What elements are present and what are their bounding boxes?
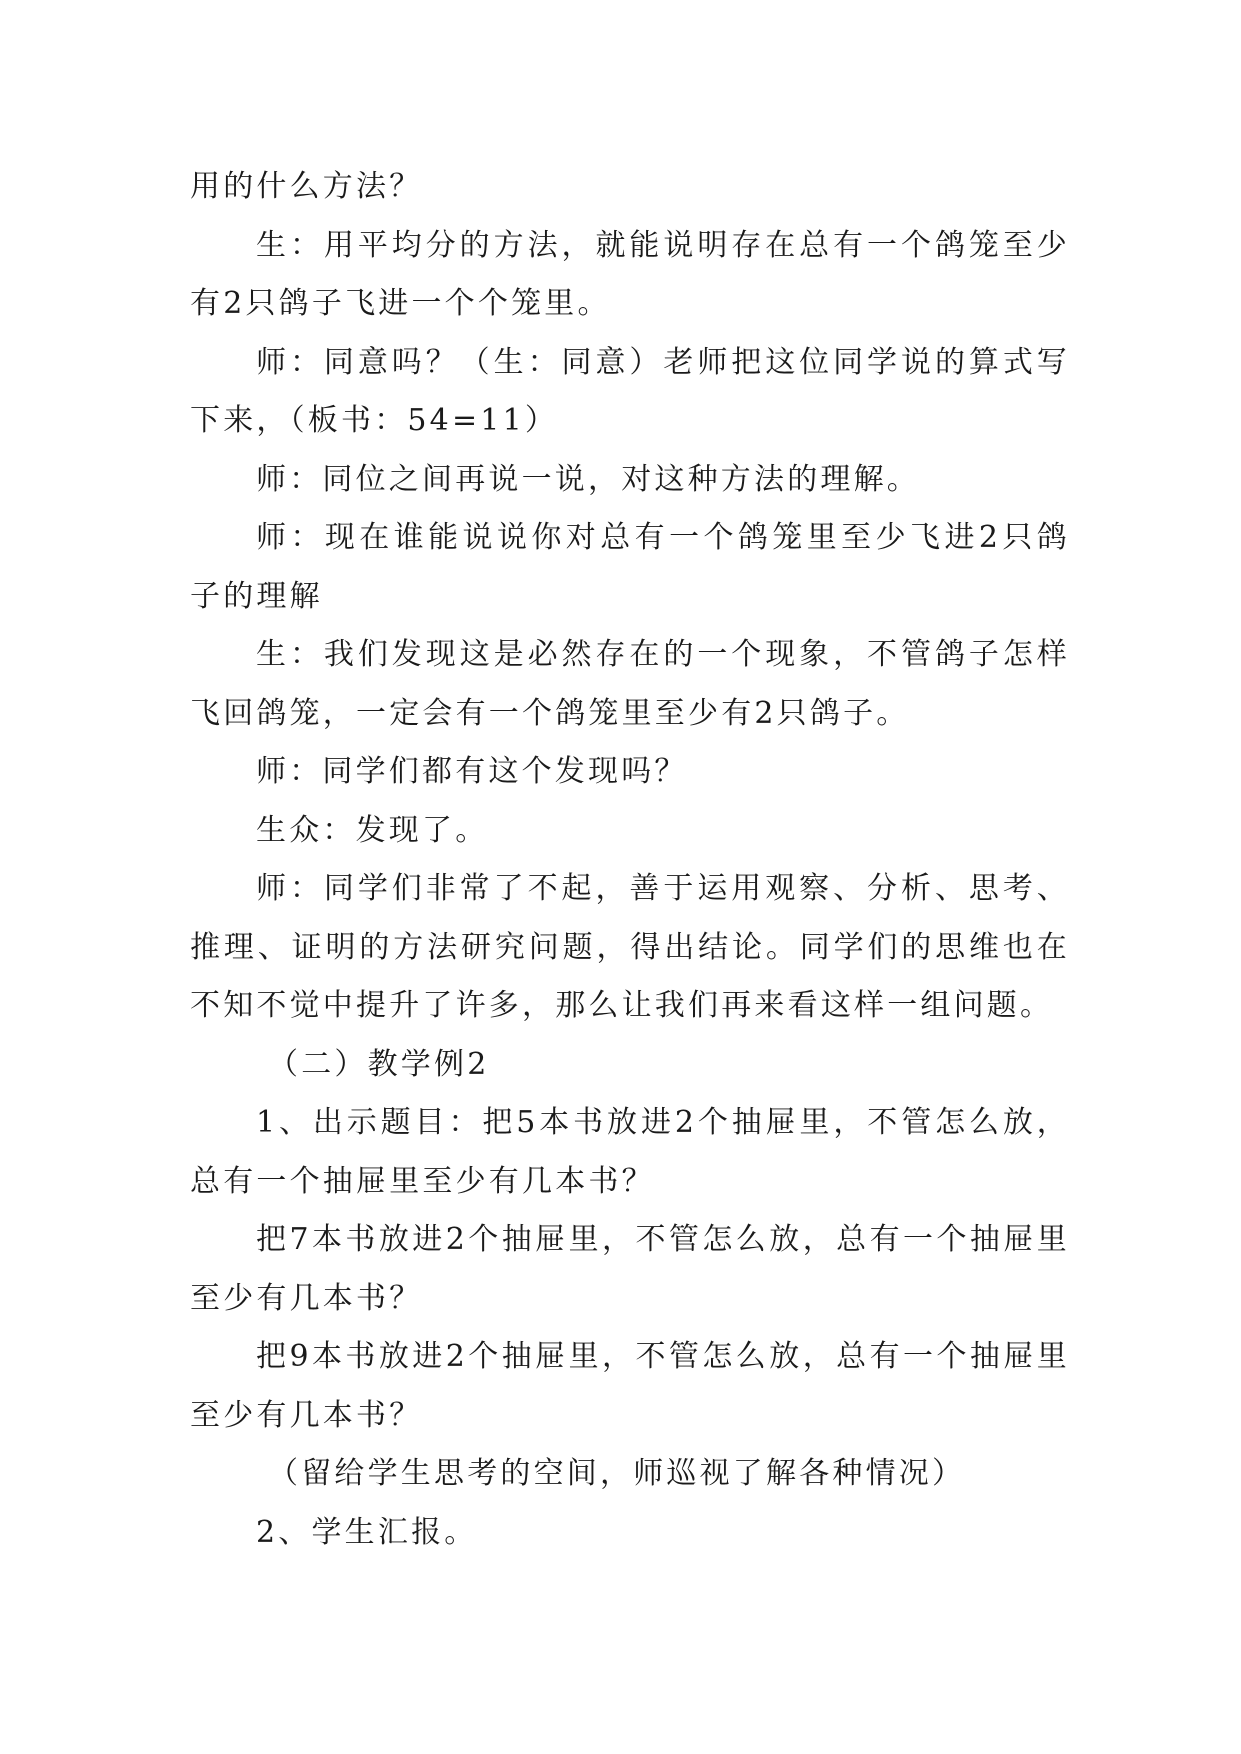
paragraph-3: 师：同意吗？（生：同意）老师把这位同学说的算式写下来，（板书：54=11）	[190, 344, 1070, 438]
paragraph-11: 1、出示题目：把5本书放进2个抽屉里，不管怎么放，总有一个抽屉里至少有几本书？	[190, 1105, 1070, 1199]
paragraph-6: 生：我们发现这是必然存在的一个现象，不管鸽子怎样飞回鸽笼，一定会有一个鸽笼里至少有2只鸽子。	[190, 637, 1070, 731]
paragraph-4: 师：同位之间再说一说，对这种方法的理解。	[256, 461, 920, 497]
paragraph-7: 师：同学们都有这个发现吗？	[256, 754, 688, 789]
paragraph-8: 生众：发现了。	[256, 812, 489, 848]
paragraph-2: 生：用平均分的方法，就能说明存在总有一个鸽笼至少有2只鸽子飞进一个个笼里。	[190, 227, 1070, 321]
body-text	[190, 158, 1070, 1562]
section-heading-example-2: （二）教学例2	[268, 1046, 490, 1082]
paragraph-1: 用的什么方法？	[190, 169, 423, 204]
paragraph-12: 把7本书放进2个抽屉里，不管怎么放，总有一个抽屉里至少有几本书？	[190, 1222, 1070, 1316]
paragraph-15: 2、学生汇报。	[256, 1514, 478, 1550]
paragraph-14: （留给学生思考的空间，师巡视了解各种情况）	[268, 1456, 966, 1491]
paragraph-13: 把9本书放进2个抽屉里，不管怎么放，总有一个抽屉里至少有几本书？	[190, 1339, 1070, 1433]
paragraph-9: 师：同学们非常了不起，善于运用观察、分析、思考、推理、证明的方法研究问题，得出结论。同学们的思维也在不知不觉中提升了许多，那么让我们再来看这样一组问题。	[190, 871, 1070, 1023]
paragraph-5: 师：现在谁能说说你对总有一个鸽笼里至少飞进2只鸽子的理解	[190, 520, 1070, 614]
